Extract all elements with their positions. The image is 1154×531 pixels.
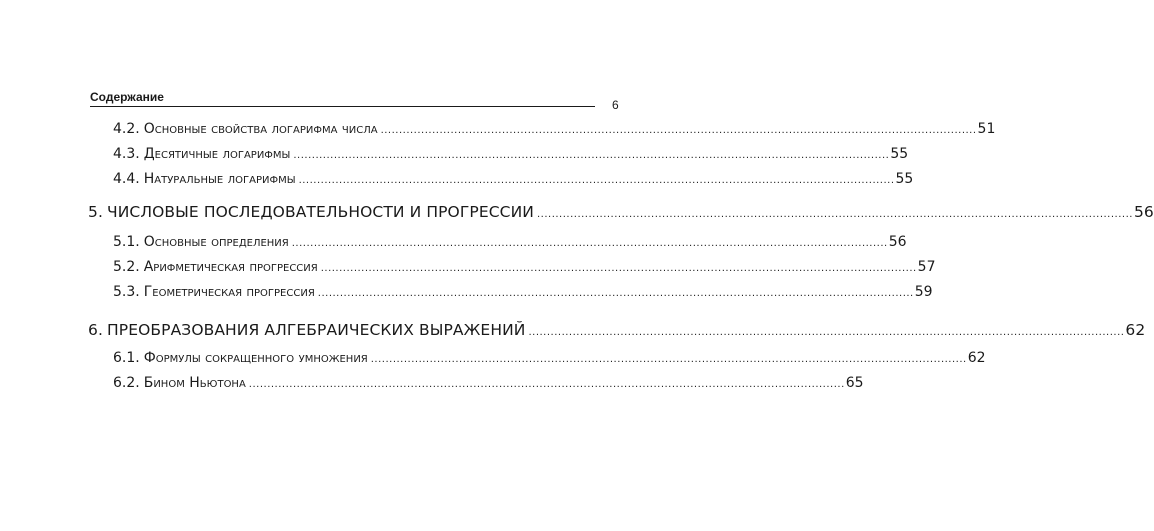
page-number: 6 (612, 98, 619, 112)
dot-leader: .................................................................................................................................................................. (293, 150, 890, 161)
toc-entry-5-1[interactable] (113, 234, 907, 250)
toc-entry-title: Основные свойства логарифма числа (143, 121, 378, 137)
toc-entry-6-1[interactable] (113, 350, 986, 366)
toc-entry-title: ПРЕОБРАЗОВАНИЯ АЛГЕБРАИЧЕСКИХ ВЫРАЖЕНИЙ (107, 321, 526, 339)
toc-entry-title: Бином Ньютона (143, 375, 246, 391)
toc-entry-6-2[interactable] (113, 375, 864, 391)
dot-leader: .................................................................................................................................................................. (536, 209, 1133, 220)
toc-entry-page: 59 (914, 284, 933, 300)
toc-entry-number: 6. (88, 321, 103, 339)
dot-leader: .................................................................................................................................................................. (248, 379, 845, 390)
toc-entry-4-4[interactable] (113, 171, 914, 187)
toc-entry-number: 4.2. (113, 121, 140, 137)
toc-entry-page: 56 (1133, 203, 1154, 221)
dot-leader: .................................................................................................................................................................. (380, 125, 977, 136)
dot-leader: .................................................................................................................................................................. (370, 354, 967, 365)
toc-entry-5-3[interactable] (113, 284, 933, 300)
toc-entry-title: Десятичные логарифмы (143, 146, 291, 162)
toc-entry-number: 5.2. (113, 259, 140, 275)
dot-leader: .................................................................................................................................................................. (528, 327, 1125, 338)
toc-entry-page: 51 (977, 121, 996, 137)
toc-entry-title: Основные определения (143, 234, 289, 250)
toc-entry-5-2[interactable] (113, 259, 936, 275)
toc-entry-title: Формулы сокращенного умножения (143, 350, 368, 366)
toc-entry-number: 4.3. (113, 146, 140, 162)
toc-entry-number: 6.1. (113, 350, 140, 366)
toc-entry-page: 57 (917, 259, 936, 275)
toc-entry-number: 5.3. (113, 284, 140, 300)
dot-leader: .................................................................................................................................................................. (320, 263, 917, 274)
toc-chapter-5[interactable] (88, 203, 1154, 221)
toc-entry-page: 65 (845, 375, 864, 391)
toc-entry-title: Арифметическая прогрессия (143, 259, 318, 275)
toc-entry-4-2[interactable] (113, 121, 996, 137)
toc-entry-number: 5.1. (113, 234, 140, 250)
dot-leader: .................................................................................................................................................................. (317, 288, 914, 299)
toc-entry-number: 4.4. (113, 171, 140, 187)
toc-entry-page: 62 (967, 350, 986, 366)
toc-entry-number: 5. (88, 203, 103, 221)
dot-leader: .................................................................................................................................................................. (291, 238, 888, 249)
dot-leader: .................................................................................................................................................................. (298, 175, 895, 186)
toc-entry-number: 6.2. (113, 375, 140, 391)
toc-entry-page: 55 (890, 146, 909, 162)
running-title: Содержание (90, 90, 164, 104)
toc-entry-title: Геометрическая прогрессия (143, 284, 315, 300)
toc-entry-page: 56 (888, 234, 907, 250)
toc-chapter-6[interactable] (88, 321, 1146, 339)
toc-entry-4-3[interactable] (113, 146, 909, 162)
toc-entry-title: Натуральные логарифмы (143, 171, 296, 187)
toc-entry-title: ЧИСЛОВЫЕ ПОСЛЕДОВАТЕЛЬНОСТИ И ПРОГРЕССИИ (107, 203, 534, 221)
toc-entry-page: 55 (895, 171, 914, 187)
toc-entry-page: 62 (1125, 321, 1146, 339)
